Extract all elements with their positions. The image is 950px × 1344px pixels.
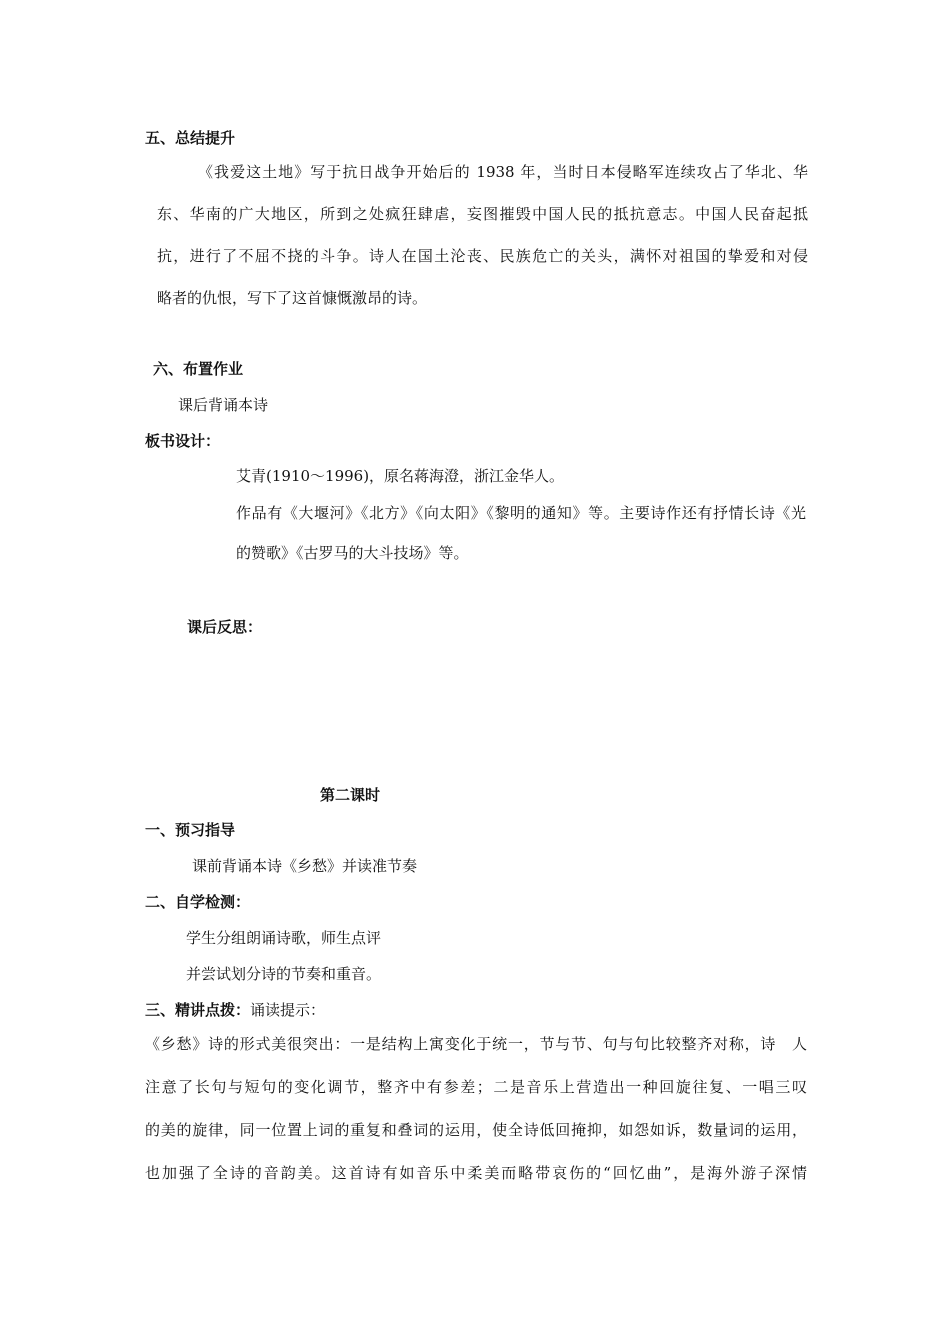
- lesson-2-section-3-subheading: 诵读提示：: [250, 1001, 326, 1019]
- section-5-line: 抗，进行了不屈不挠的斗争。诗人在国土沦丧、民族危亡的关头，满怀对祖国的挚爱和对侵: [157, 247, 808, 265]
- section-6-text: 课后背诵本诗: [178, 396, 269, 414]
- section-5-line: 东、华南的广大地区，所到之处疯狂肆虐，妄图摧毁中国人民的抵抗意志。中国人民奋起抵: [157, 205, 808, 223]
- board-design-heading: 板书设计：: [145, 432, 221, 450]
- lesson-2-section-1-heading: 一、预习指导: [145, 821, 236, 839]
- reflection-heading: 课后反思：: [187, 618, 263, 636]
- board-line: 的赞歌》《古罗马的大斗技场》等。: [236, 544, 469, 562]
- lesson-2-section-1-text: 课前背诵本诗《乡愁》并读准节奏: [192, 857, 418, 875]
- board-line: 艾青(1910～1996)，原名蒋海澄，浙江金华人。: [236, 467, 565, 485]
- lesson-2-section-2-line: 学生分组朗诵诗歌，师生点评: [186, 929, 382, 947]
- lesson-2-section-3-line: 《乡愁》诗的形式美很突出：一是结构上寓变化于统一，节与节、句与句比较整齐对称，诗 人: [145, 1035, 807, 1053]
- lesson-2-section-3-header: [145, 1000, 325, 1020]
- lesson-2-title: 第二课时: [320, 786, 381, 804]
- lesson-2-section-2-heading: 二、自学检测：: [145, 893, 251, 911]
- lesson-2-section-3-line: 注意了长句与短句的变化调节，整齐中有参差；二是音乐上营造出一种回旋往复、一唱三叹: [145, 1078, 807, 1096]
- lesson-2-section-3-heading: 三、精讲点拨：: [145, 1001, 251, 1019]
- section-5-heading: 五、总结提升: [145, 129, 236, 147]
- section-6-heading: 六、布置作业: [153, 360, 244, 378]
- board-line: 作品有《大堰河》《北方》《向太阳》《黎明的通知》等。主要诗作还有抒情长诗《光: [236, 504, 806, 522]
- section-5-line: 《我爱这土地》写于抗日战争开始后的 1938 年，当时日本侵略军连续攻占了华北、华: [198, 163, 808, 181]
- section-5-line: 略者的仇恨，写下了这首慷慨激昂的诗。: [157, 289, 428, 307]
- lesson-2-section-2-line: 并尝试划分诗的节奏和重音。: [186, 965, 382, 983]
- lesson-2-section-3-line: 也加强了全诗的音韵美。这首诗有如音乐中柔美而略带哀伤的“回忆曲”，是海外游子深情: [145, 1164, 807, 1182]
- lesson-2-section-3-line: 的美的旋律，同一位置上词的重复和叠词的运用，使全诗低回掩抑，如怨如诉，数量词的运用，: [145, 1121, 807, 1139]
